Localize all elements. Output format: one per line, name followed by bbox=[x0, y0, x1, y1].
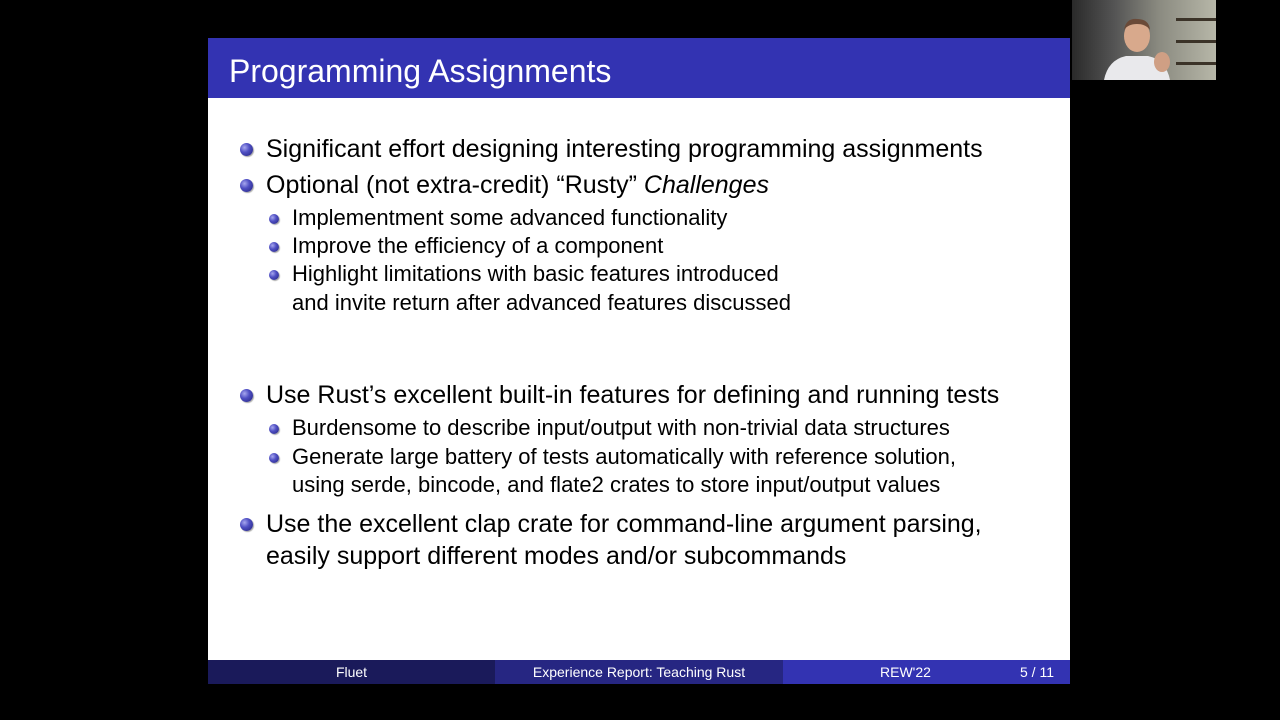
bullet-2 bbox=[266, 170, 769, 200]
slide-title: Programming Assignments bbox=[229, 53, 612, 89]
bullet-marker-icon bbox=[240, 389, 253, 402]
bullet-2-sub-1: Implementment some advanced functionality bbox=[292, 205, 728, 230]
sub-bullet-marker-icon bbox=[269, 424, 279, 434]
bullet-2-emphasis: Challenges bbox=[643, 171, 769, 199]
shelf-line bbox=[1176, 62, 1216, 65]
bullet-marker-icon bbox=[240, 179, 253, 192]
sub-bullet-marker-icon bbox=[269, 214, 279, 224]
footer-author: Fluet bbox=[208, 660, 495, 684]
bullet-4-line-1: Use the excellent clap crate for command-line argument parsing, bbox=[266, 510, 982, 538]
footer-right-section bbox=[783, 660, 1070, 684]
bullet-3-sub-2-line-1: Generate large battery of tests automatically with reference solution, bbox=[292, 444, 957, 469]
bullet-marker-icon bbox=[240, 518, 253, 531]
title-bar bbox=[208, 38, 1070, 98]
bullet-marker-icon bbox=[240, 143, 253, 156]
sub-bullet-marker-icon bbox=[269, 242, 279, 252]
bullet-2-sub-3-line-2: and invite return after advanced features discussed bbox=[292, 290, 791, 315]
slide bbox=[208, 38, 1070, 684]
speaker-silhouette-icon bbox=[1102, 10, 1172, 80]
footer-talk-title: Experience Report: Teaching Rust bbox=[495, 660, 783, 684]
slide-footer bbox=[208, 660, 1070, 684]
bullet-3-sub-1: Burdensome to describe input/output with non-trivial data structures bbox=[292, 415, 950, 440]
webcam-thumbnail bbox=[1072, 0, 1216, 80]
footer-page-number: 5 / 11 bbox=[1020, 664, 1054, 680]
bullet-1: Significant effort designing interesting programming assignments bbox=[266, 135, 983, 163]
bullet-3: Use Rust’s excellent built-in features for defining and running tests bbox=[266, 381, 1000, 409]
bullet-2-sub-2: Improve the efficiency of a component bbox=[292, 233, 664, 258]
shelf-line bbox=[1176, 40, 1216, 43]
shelf-line bbox=[1176, 18, 1216, 21]
bullet-2-text: Optional (not extra-credit) “Rusty” bbox=[266, 171, 644, 199]
sub-bullet-marker-icon bbox=[269, 453, 279, 463]
sub-bullet-marker-icon bbox=[269, 270, 279, 280]
footer-conference: REW'22 bbox=[880, 664, 931, 680]
bullet-4-line-2: easily support different modes and/or subcommands bbox=[266, 542, 847, 570]
bullet-3-sub-2-line-2: using serde, bincode, and flate2 crates to store input/output values bbox=[292, 472, 941, 497]
bullet-2-sub-3-line-1: Highlight limitations with basic features introduced bbox=[292, 261, 779, 286]
